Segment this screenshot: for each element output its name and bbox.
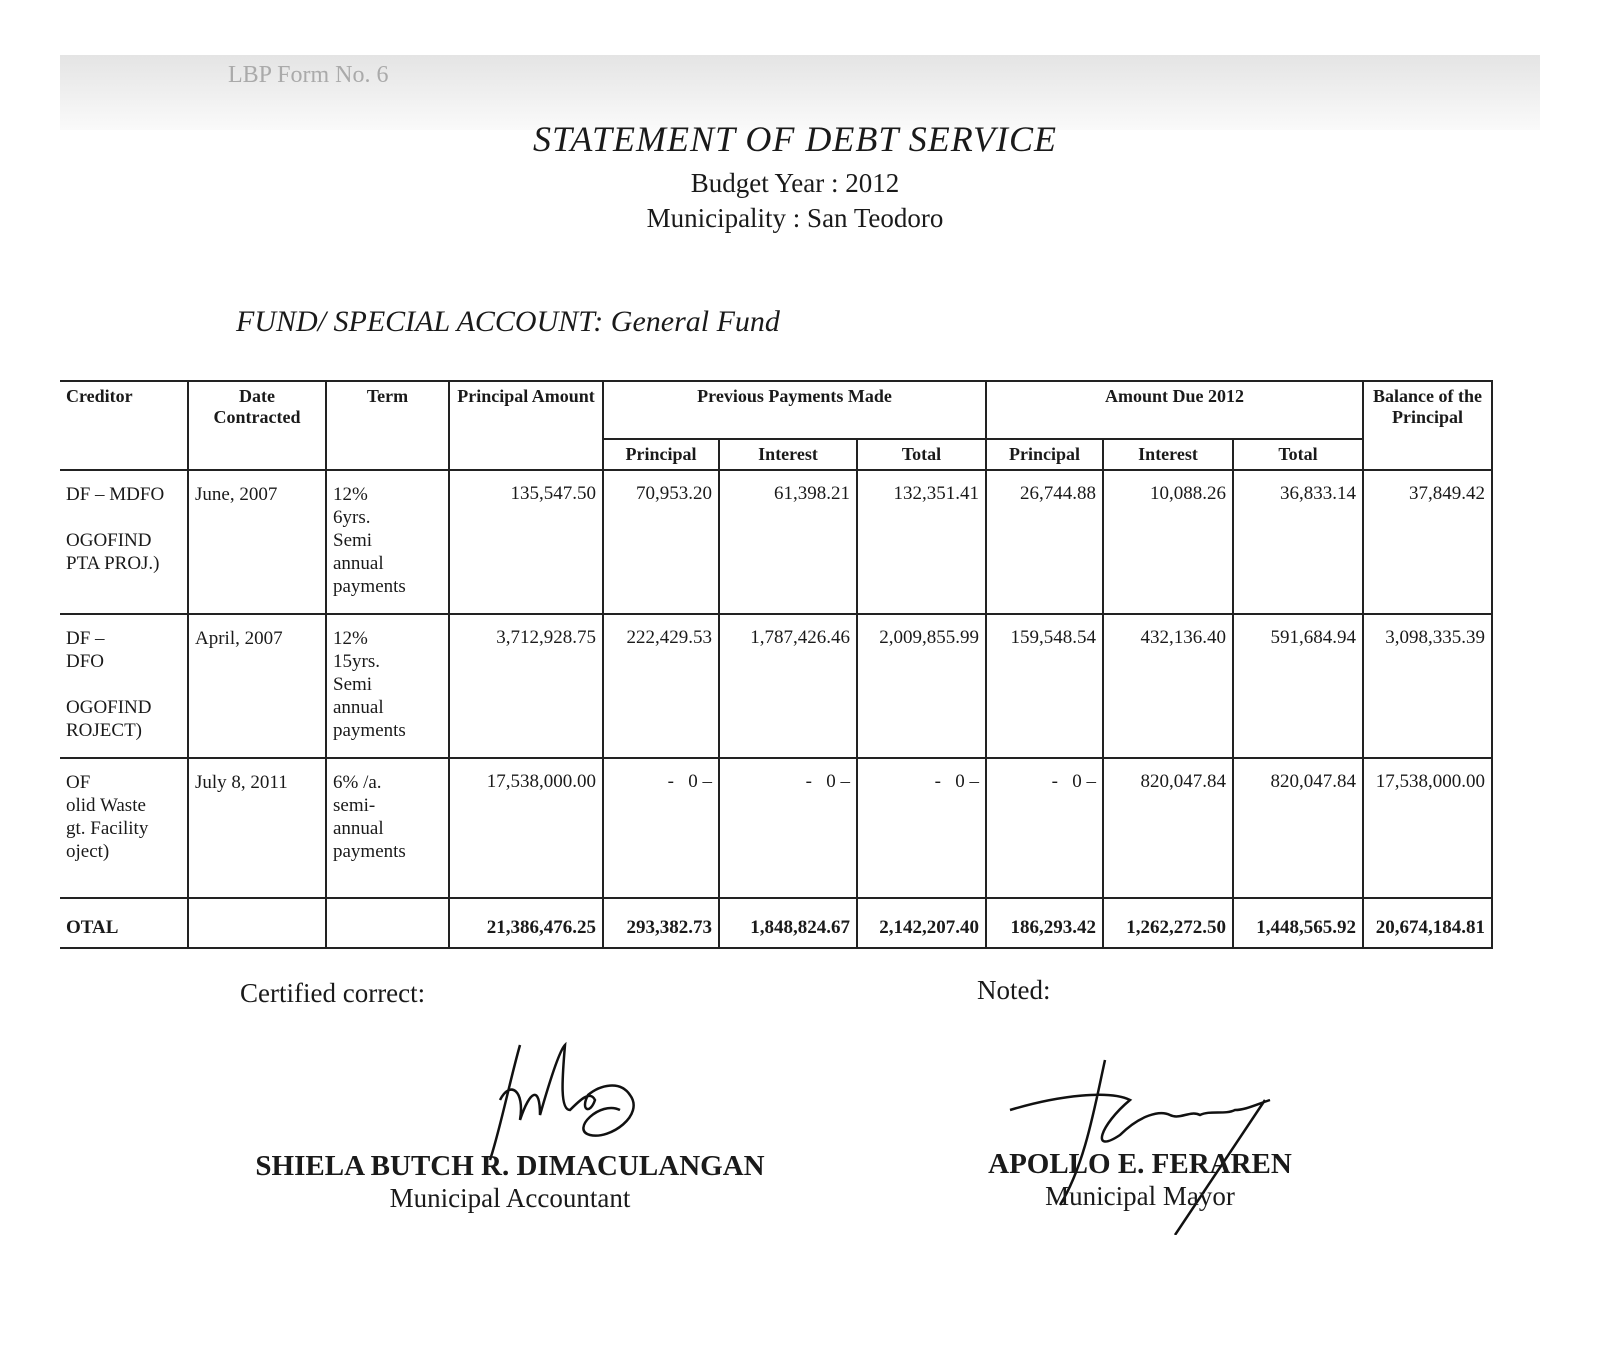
balance-cell: 3,098,335.39 — [1363, 614, 1492, 758]
date-cell: April, 2007 — [188, 614, 326, 758]
header-prev-principal: Principal — [603, 439, 719, 470]
total-prev-principal: 293,382.73 — [603, 898, 719, 948]
total-row — [60, 898, 1492, 948]
term-line: 15yrs. — [333, 651, 380, 672]
creditor-cell — [60, 614, 188, 758]
due-interest-cell: 820,047.84 — [1103, 758, 1233, 898]
due-principal-cell: - 0 – — [986, 758, 1103, 898]
due-total-cell: 591,684.94 — [1233, 614, 1363, 758]
total-principal-amount: 21,386,476.25 — [449, 898, 603, 948]
creditor-line: DF – MDFO — [66, 484, 165, 505]
empty-cell — [326, 898, 449, 948]
creditor-cell — [60, 758, 188, 898]
table-row — [60, 758, 1492, 898]
header-balance: Balance of the Principal — [1363, 381, 1492, 470]
due-interest-cell: 10,088.26 — [1103, 470, 1233, 614]
term-line: semi- — [333, 795, 376, 816]
budget-year: Budget Year : 2012 — [690, 168, 900, 198]
creditor-line: gt. Facility — [66, 818, 149, 839]
signatory-name: APOLLO E. FERAREN — [988, 1148, 1292, 1180]
term-line: annual — [333, 818, 384, 839]
header-term: Term — [326, 381, 449, 470]
signatory-role: Municipal Accountant — [389, 1183, 631, 1213]
date-cell: June, 2007 — [188, 470, 326, 614]
total-due-total: 1,448,565.92 — [1233, 898, 1363, 948]
signatory-mayor — [940, 1148, 1340, 1212]
header-prev-total: Total — [857, 439, 986, 470]
signatory-role: Municipal Mayor — [1045, 1181, 1235, 1211]
total-label: OTAL — [60, 898, 188, 948]
date-cell: July 8, 2011 — [188, 758, 326, 898]
form-number: LBP Form No. 6 — [228, 62, 389, 88]
total-balance: 20,674,184.81 — [1363, 898, 1492, 948]
municipality: Municipality : San Teodoro — [646, 203, 944, 233]
due-interest-cell: 432,136.40 — [1103, 614, 1233, 758]
due-principal-cell: 159,548.54 — [986, 614, 1103, 758]
creditor-line — [66, 673, 181, 696]
creditor-line: olid Waste — [66, 795, 146, 816]
total-prev-interest: 1,848,824.67 — [719, 898, 857, 948]
balance-cell: 37,849.42 — [1363, 470, 1492, 614]
prev-interest-cell: 1,787,426.46 — [719, 614, 857, 758]
creditor-line: OGOFIND — [66, 697, 152, 718]
header-prev-interest: Interest — [719, 439, 857, 470]
prev-total-cell: - 0 – — [857, 758, 986, 898]
term-line: payments — [333, 841, 406, 862]
term-line: 6% /a. — [333, 772, 382, 793]
header-due-total: Total — [1233, 439, 1363, 470]
term-line: payments — [333, 576, 406, 597]
certified-label: Certified correct: — [240, 978, 426, 1008]
due-principal-cell: 26,744.88 — [986, 470, 1103, 614]
term-line: Semi — [333, 530, 373, 551]
creditor-line: DF – — [66, 628, 105, 649]
creditor-line: ROJECT) — [66, 720, 142, 741]
header-due-principal: Principal — [986, 439, 1103, 470]
table-row — [60, 470, 1492, 614]
creditor-line: oject) — [66, 841, 110, 862]
term-line: 12% — [333, 628, 368, 649]
total-due-principal: 186,293.42 — [986, 898, 1103, 948]
total-due-interest: 1,262,272.50 — [1103, 898, 1233, 948]
principal-amount-cell: 135,547.50 — [449, 470, 603, 614]
term-line: Semi — [333, 674, 373, 695]
creditor-line — [66, 506, 181, 529]
term-line: annual — [333, 697, 384, 718]
prev-total-cell: 132,351.41 — [857, 470, 986, 614]
signatory-name: SHIELA BUTCH R. DIMACULANGAN — [255, 1150, 765, 1182]
noted-label: Noted: — [977, 975, 1051, 1005]
creditor-line: DFO — [66, 651, 105, 672]
due-total-cell: 820,047.84 — [1233, 758, 1363, 898]
debt-service-table — [60, 380, 1493, 949]
header-due-interest: Interest — [1103, 439, 1233, 470]
header-amount-due: Amount Due 2012 — [986, 381, 1363, 439]
prev-total-cell: 2,009,855.99 — [857, 614, 986, 758]
header-date: Date Contracted — [188, 381, 326, 470]
creditor-line: PTA PROJ.) — [66, 553, 160, 574]
term-cell — [326, 470, 449, 614]
table-row — [60, 614, 1492, 758]
creditor-cell — [60, 470, 188, 614]
term-line: annual — [333, 553, 384, 574]
prev-principal-cell: 222,429.53 — [603, 614, 719, 758]
term-cell — [326, 758, 449, 898]
total-prev-total: 2,142,207.40 — [857, 898, 986, 948]
term-line: 12% — [333, 484, 368, 505]
principal-amount-cell: 3,712,928.75 — [449, 614, 603, 758]
due-total-cell: 36,833.14 — [1233, 470, 1363, 614]
empty-cell — [188, 898, 326, 948]
header-principal-amount: Principal Amount — [449, 381, 603, 470]
document-title: STATEMENT OF DEBT SERVICE — [532, 119, 1058, 159]
principal-amount-cell: 17,538,000.00 — [449, 758, 603, 898]
term-cell — [326, 614, 449, 758]
prev-interest-cell: - 0 – — [719, 758, 857, 898]
creditor-line: OF — [66, 772, 91, 793]
header-creditor: Creditor — [60, 381, 188, 470]
signatory-accountant — [210, 1150, 810, 1214]
balance-cell: 17,538,000.00 — [1363, 758, 1492, 898]
prev-principal-cell: - 0 – — [603, 758, 719, 898]
creditor-line: OGOFIND — [66, 530, 152, 551]
term-line: payments — [333, 720, 406, 741]
prev-interest-cell: 61,398.21 — [719, 470, 857, 614]
header-previous-payments: Previous Payments Made — [603, 381, 986, 439]
prev-principal-cell: 70,953.20 — [603, 470, 719, 614]
term-line: 6yrs. — [333, 507, 371, 528]
fund-account: FUND/ SPECIAL ACCOUNT: General Fund — [236, 305, 780, 338]
